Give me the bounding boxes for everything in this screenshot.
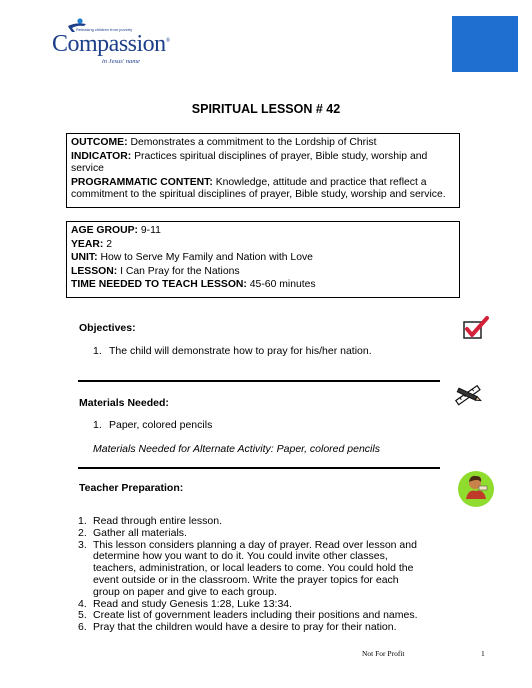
preparation-list <box>78 516 423 634</box>
materials-heading: Materials Needed: <box>79 397 169 409</box>
time-row: TIME NEEDED TO TEACH LESSON: 45-60 minutes <box>71 279 316 291</box>
lesson-row: LESSON: I Can Pray for the Nations <box>71 265 240 277</box>
list-item: 1. The child will demonstrate how to pray for his/her nation. <box>93 345 372 357</box>
list-item: 1. Paper, colored pencils <box>93 419 213 431</box>
programmatic-row: PROGRAMMATIC CONTENT: Knowledge, attitude and practice that reflect a commitment to the spiritual disciplines of prayer, Bible study, worship and service. <box>71 176 446 201</box>
footer-note: Not For Profit <box>362 649 405 658</box>
pencil-ruler-icon <box>452 382 486 408</box>
lesson-info-box <box>66 221 460 298</box>
unit-row: UNIT: How to Serve My Family and Nation with Love <box>71 252 313 264</box>
year-row: YEAR: 2 <box>71 238 113 250</box>
list-item: 6. Pray that the children would have a desire to pray for their nation. <box>78 621 397 634</box>
list-item: 4. Read and study Genesis 1:28, Luke 13:34. <box>78 597 293 610</box>
logo-tagline: Releasing children from poverty <box>76 27 133 32</box>
checkmark-icon <box>463 316 489 340</box>
objectives-heading: Objectives: <box>79 322 136 334</box>
page-number: 1 <box>481 649 485 658</box>
teacher-icon <box>456 469 496 509</box>
list-item: 3. This lesson considers planning a day of prayer. Read over lesson and determine how you want to do it. You could invite other classes, teachers, administration, or local leaders to come. You could hold the event outside or in the classroom. Write the prayer topics for each group on paper and give to each group. <box>78 538 417 598</box>
compassion-logo <box>52 18 170 68</box>
outcome-row: OUTCOME: Demonstrates a commitment to the Lordship of Christ <box>71 137 377 148</box>
teacher-preparation-heading: Teacher Preparation: <box>79 482 184 494</box>
list-item: 2. Gather all materials. <box>78 526 187 539</box>
lesson-title: SPIRITUAL LESSON # 42 <box>191 102 341 116</box>
alternate-materials-note: Materials Needed for Alternate Activity: Paper, colored pencils <box>93 443 380 455</box>
outcome-box <box>66 133 460 208</box>
age-group-row: AGE GROUP: 9-11 <box>71 225 161 236</box>
logo-subline: in Jesus' name <box>102 58 140 65</box>
logo-wordmark: Compassion® <box>52 31 170 57</box>
blue-rectangle <box>452 16 518 72</box>
list-item: 5. Create list of government leaders including their positions and names. <box>78 609 418 622</box>
section-divider <box>78 380 440 382</box>
list-item: 1. Read through entire lesson. <box>78 515 222 527</box>
indicator-row: INDICATOR: Practices spiritual disciplines of prayer, Bible study, worship and service <box>71 150 428 175</box>
section-divider <box>78 467 440 469</box>
